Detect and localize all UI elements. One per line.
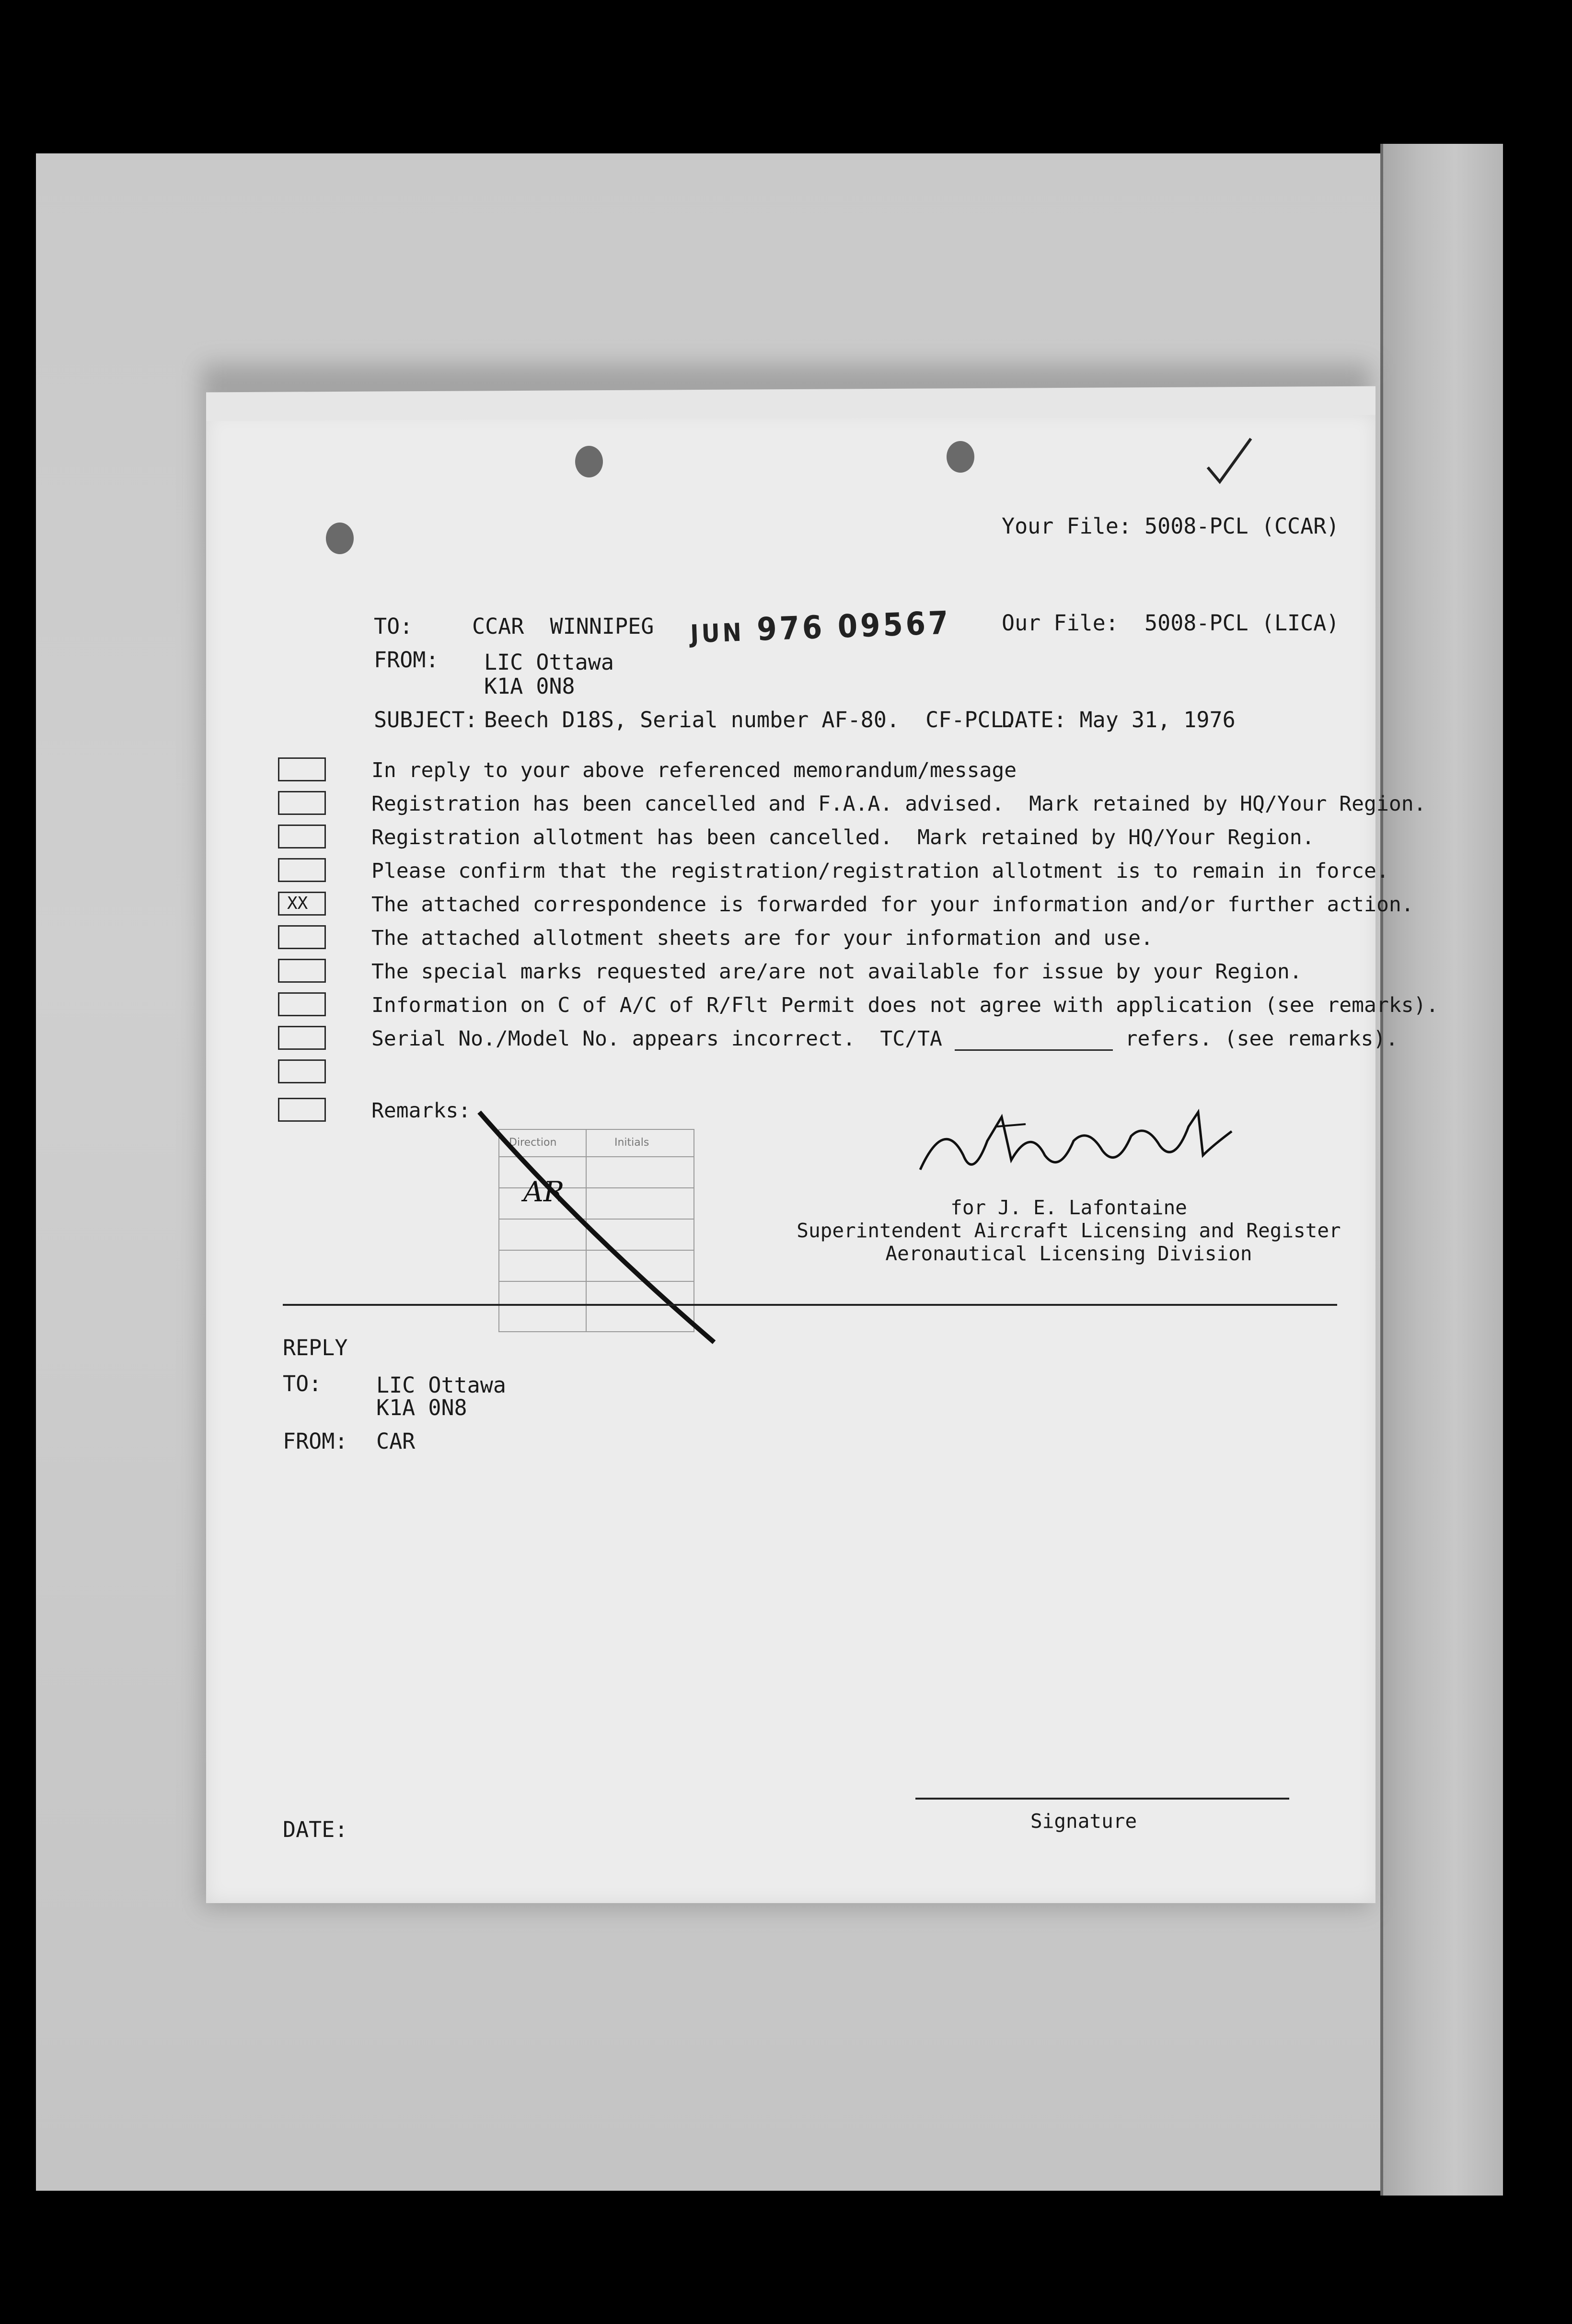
backing-board-edge	[1380, 144, 1503, 2196]
punch-hole	[575, 446, 603, 477]
your-file: Your File: 5008-PCL (CCAR)	[1002, 513, 1340, 539]
received-date-stamp	[690, 604, 952, 651]
checkbox[interactable]	[278, 925, 326, 949]
signature-block	[781, 1196, 1356, 1265]
signature-line[interactable]	[915, 1798, 1289, 1800]
to-label: TO:	[374, 614, 413, 639]
reply-to-label: TO:	[283, 1371, 322, 1396]
memo-sheet	[206, 412, 1439, 1903]
reply-from-label: FROM:	[283, 1429, 348, 1454]
strike-through-line	[474, 1103, 724, 1352]
our-file: Our File: 5008-PCL (LICA)	[1002, 610, 1340, 636]
checklist-text: The special marks requested are/are not available for issue by your Region.	[371, 960, 1302, 984]
checkbox[interactable]	[278, 825, 326, 848]
checkbox[interactable]	[278, 757, 326, 781]
reply-to-line-1: LIC Ottawa	[376, 1372, 506, 1398]
reply-to-line-2: K1A 0N8	[376, 1395, 467, 1420]
checklist-text: Please confirm that the registration/registration allotment is to remain in force.	[371, 859, 1389, 883]
remarks-label: Remarks:	[371, 1099, 471, 1123]
checklist-text: Registration allotment has been cancelled. Mark retained by HQ/Your Region.	[371, 825, 1315, 849]
checkbox[interactable]	[278, 992, 326, 1016]
sheet-top-fold	[206, 386, 1376, 421]
from-label: FROM:	[374, 647, 439, 673]
reply-heading: REPLY	[283, 1335, 348, 1360]
subject-label: SUBJECT:	[374, 707, 478, 732]
to-value: CCAR WINNIPEG	[472, 614, 654, 639]
reply-divider	[283, 1304, 1337, 1306]
handwritten-signature	[901, 1098, 1237, 1194]
checklist-text: In reply to your above referenced memorandum/message	[371, 758, 1017, 782]
checklist-text	[371, 1027, 1398, 1051]
signatory-division: Aeronautical Licensing Division	[885, 1242, 1252, 1265]
slip-col-initials: Initials	[614, 1137, 649, 1149]
stamp-month: JUN	[690, 618, 745, 649]
signature-caption: Signature	[1030, 1810, 1137, 1833]
from-line-1: LIC Ottawa	[484, 650, 614, 675]
signatory-title: Superintendent Aircraft Licensing and Register	[797, 1219, 1341, 1242]
checkbox[interactable]	[278, 959, 326, 983]
signatory-name: for J. E. Lafontaine	[950, 1196, 1187, 1219]
checklist-text: The attached allotment sheets are for your information and use.	[371, 926, 1153, 950]
checkbox[interactable]	[278, 858, 326, 882]
punch-hole	[947, 441, 974, 473]
file-header	[1002, 463, 1339, 804]
checklist-text: Registration has been cancelled and F.A.A. advised. Mark retained by HQ/Your Region.	[371, 792, 1426, 816]
memo-date: DATE: May 31, 1976	[1002, 707, 1236, 732]
reply-from-value: CAR	[376, 1429, 416, 1454]
checkbox[interactable]	[278, 1026, 326, 1050]
stamp-number: 976 09567	[756, 604, 952, 648]
reply-date-label: DATE:	[283, 1817, 348, 1842]
from-line-2: K1A 0N8	[484, 674, 575, 699]
serial-text-after: refers. (see remarks).	[1112, 1027, 1399, 1051]
serial-text-before: Serial No./Model No. appears incorrect. TC/TA	[371, 1027, 955, 1051]
checklist-text: Information on C of A/C of R/Flt Permit does not agree with application (see remarks).	[371, 993, 1439, 1017]
punch-hole	[326, 523, 354, 554]
handwritten-initials: AR	[523, 1175, 565, 1208]
tc-ta-blank[interactable]	[955, 1031, 1113, 1051]
slip-col-direction: Direction	[509, 1137, 557, 1149]
checkbox[interactable]	[278, 1059, 326, 1083]
subject-value: Beech D18S, Serial number AF-80. CF-PCL.	[484, 707, 1017, 732]
checkbox[interactable]	[278, 791, 326, 815]
checkmark-icon	[1203, 434, 1256, 487]
checklist-text: The attached correspondence is forwarded for your information and/or further action.	[371, 893, 1414, 917]
checkbox-checked[interactable]: XX	[278, 892, 326, 916]
checkbox[interactable]	[278, 1098, 326, 1122]
